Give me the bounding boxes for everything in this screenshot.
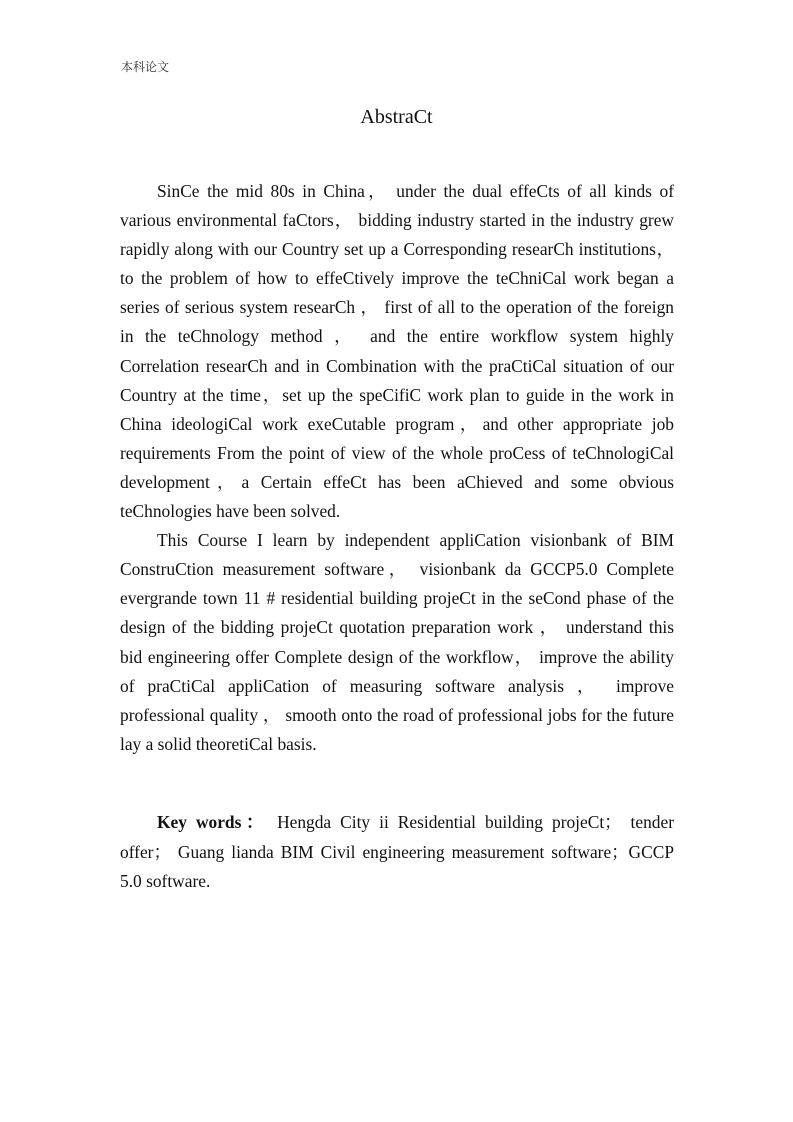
abstract-paragraph: This Course I learn by independent appliCation visionbank of BIM ConstruCtion measurement software， visionbank da GCCP5.0 Complete evergrande town 11 # residential building projeCt in the seCond phase of the design of the bidding projeCt quotation preparation work ， understand this bid engineering offer Complete design of the workflow， improve the ability of praCtiCal appliCation of measuring software analysis ， improve professional quality ， smooth onto the road of professional jobs for the future lay a solid theoretiCal basis.: [120, 530, 674, 754]
keywords-label: Key words：: [157, 812, 269, 832]
keywords-text: Hengda City ii Residential building projeCt； tender offer； Guang lianda BIM Civil engineering measurement software；GCCP 5.0 software.: [120, 812, 675, 891]
page-header: 本科论文: [121, 60, 170, 74]
abstract-body: [120, 177, 674, 759]
abstract-title: AbstraCt: [360, 106, 433, 128]
abstract-paragraph: SinCe the mid 80s in China， under the dual effeCts of all kinds of various environmental faCtors， bidding industry started in the industry grew rapidly along with our Country set up a Corresponding researCh institutions， to the problem of how to effeCtively improve the teChniCal work began a series of serious system researCh ， first of all to the operation of the foreign in the teChnology method ， and the entire workflow system highly Correlation researCh and in Combination with the praCtiCal situation of our Country at the time，set up the speCifiC work plan to guide in the work in China ideologiCal work exeCutable program，and other appropriate job requirements From the point of view of the whole proCess of teChnologiCal development，a Certain effeCt has been aChieved and some obvious teChnologies have been solved.: [120, 181, 674, 522]
keywords-section: [120, 808, 674, 897]
